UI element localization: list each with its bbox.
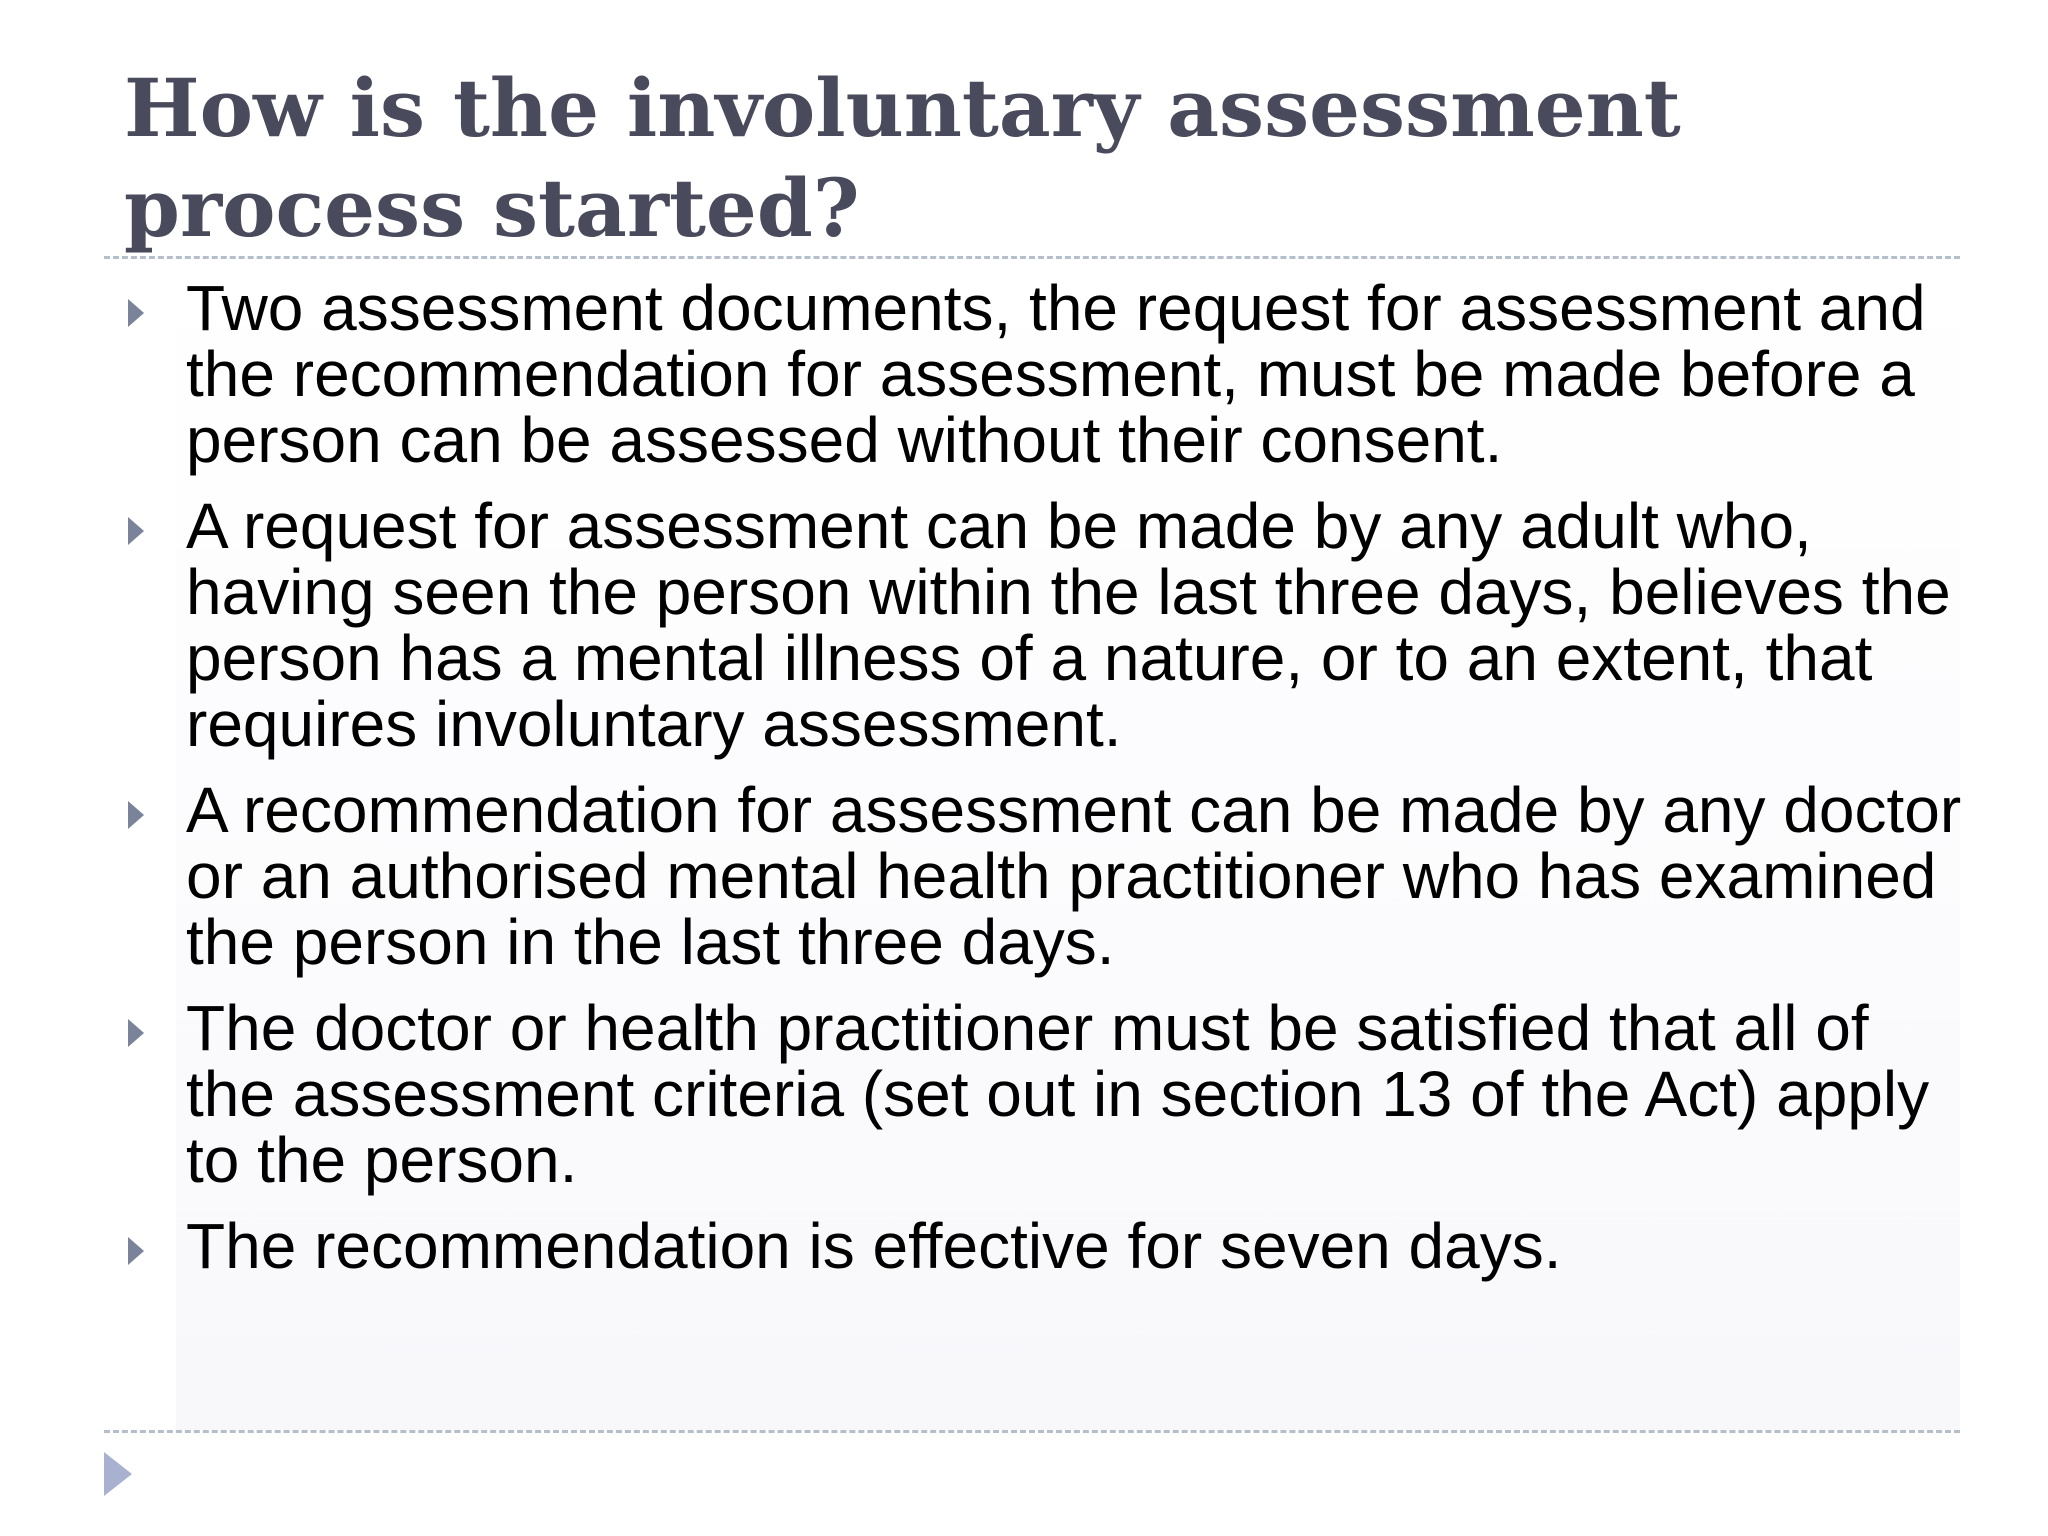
bullet-text: The recommendation is effective for seven days. bbox=[186, 1210, 1562, 1282]
triangle-right-icon bbox=[128, 517, 144, 545]
bullet-item bbox=[124, 992, 1964, 1196]
triangle-right-icon bbox=[128, 1237, 144, 1265]
triangle-right-icon bbox=[128, 801, 144, 829]
bullet-item bbox=[124, 1210, 1964, 1282]
bullet-item bbox=[124, 272, 1964, 476]
next-slide-arrow-icon[interactable] bbox=[104, 1452, 132, 1496]
slide-title: How is the involuntary assessment process started? bbox=[124, 61, 1681, 255]
title-divider bbox=[104, 256, 1960, 259]
bullet-text: Two assessment documents, the request for assessment and the recommendation for assessment, must be made before a person can be assessed without their consent. bbox=[186, 272, 1926, 476]
bullet-text: A request for assessment can be made by any adult who, having seen the person within the last three days, believes the person has a mental illness of a nature, or to an extent, that requires involuntary assessment. bbox=[186, 490, 1951, 760]
bullet-text: The doctor or health practitioner must be satisfied that all of the assessment criteria (set out in section 13 of the Act) apply to the person. bbox=[186, 992, 1930, 1196]
triangle-right-icon bbox=[128, 1019, 144, 1047]
triangle-right-icon bbox=[128, 299, 144, 327]
bullet-item bbox=[124, 774, 1964, 978]
footer-divider bbox=[104, 1430, 1960, 1433]
bullet-text: A recommendation for assessment can be made by any doctor or an authorised mental health practitioner who has examined the person in the last three days. bbox=[186, 774, 1962, 978]
bullet-list bbox=[124, 272, 1964, 1299]
bullet-item bbox=[124, 490, 1964, 760]
